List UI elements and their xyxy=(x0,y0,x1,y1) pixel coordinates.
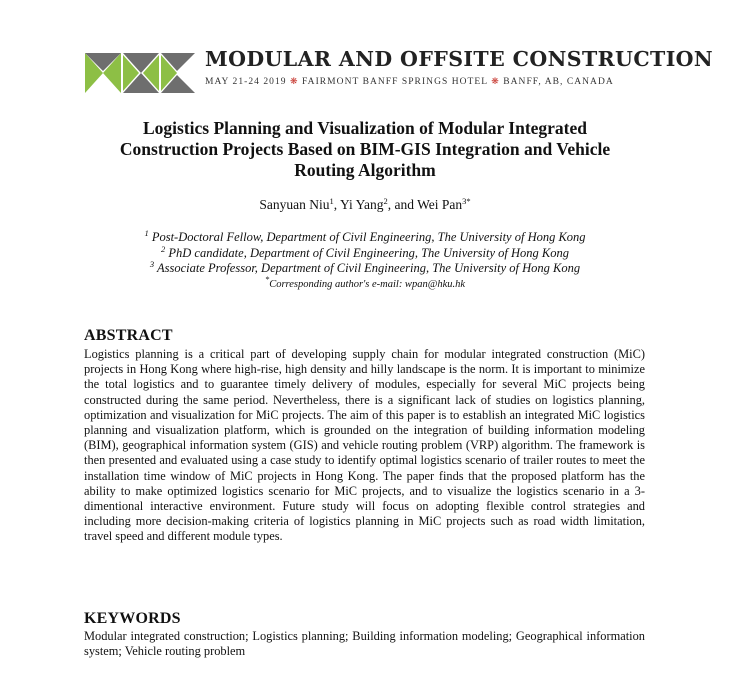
author-mark: 3* xyxy=(462,196,471,206)
author-mark: 2 xyxy=(383,196,388,206)
corresponding-author: *Corresponding author's e-mail: wpan@hku.hk xyxy=(264,273,466,290)
abstract-body: Logistics planning is a critical part of developing supply chain for modular integrated construction (MiC) projects in Hong Kong where high-rise, high density and hilly landscape is the norm. It is important to minimize the total logistics and to guarantee timely delivery of modules, especially for several MiC projects being constructed during the same period. Nevertheless, there is a significant lack of studies on logistics planning, optimization and visualization for MiC projects. The aim of this paper is to establish an integrated MiC logistics planning and visualization platform, which is grounded on the integration of building information modeling (BIM), geographical information system (GIS) and vehicle routing problem (VRP) algorithm. The framework is then presented and evaluated using a case study to identify optimal logistics scenario of trailer routes to meet the installation time window of MiC projects in Hong Kong. The paper finds that the proposed platform has the ability to make optimized logistics scenario for MiC projects, and to visualize the logistics scenario in a 3-dimentional interactive environment. Future study will focus on adopting flexible control strategies and including more decision-making criteria of logistics planning in MiC projects such as road width limitation, travel speed and different module types. xyxy=(84,347,645,544)
conference-venue: FAIRMONT BANFF SPRINGS HOTEL xyxy=(302,77,488,87)
affiliation-line: $^3$ Associate Professor, Department of Civil Engineering, The University of Hong Kong xyxy=(149,259,581,275)
paper-title-line: Routing Algorithm xyxy=(294,160,436,180)
conference-title: MODULAR AND OFFSITE CONSTRUCTION xyxy=(205,47,714,71)
author-name: Sanyuan Niu xyxy=(259,197,330,212)
author-name: Yi Yang xyxy=(339,197,384,212)
keywords-heading: KEYWORDS xyxy=(84,610,181,627)
affiliation-line: $^1$ Post-Doctoral Fellow, Department of Civil Engineering, The University of Hong Kong xyxy=(144,228,586,244)
keywords-body: Modular integrated construction; Logistics planning; Building information modeling; Geographical information system; Vehicle routing problem xyxy=(84,629,645,659)
author-list: Sanyuan Niu$^1$, Yi Yang$^2$, and Wei Pan$^{3*}$ xyxy=(259,196,471,212)
maple-leaf-icon: ❋ xyxy=(491,76,500,86)
paper-title-line: Logistics Planning and Visualization of Modular Integrated xyxy=(142,118,588,138)
author-name: Wei Pan xyxy=(417,197,463,212)
affiliations xyxy=(60,230,670,292)
conference-location: BANFF, AB, CANADA xyxy=(503,77,614,87)
paper-title-line: Construction Projects Based on BIM-GIS Integration and Vehicle xyxy=(119,139,611,159)
moc-logo-icon xyxy=(85,51,195,95)
affiliation-line: $^2$ PhD candidate, Department of Civil Engineering, The University of Hong Kong xyxy=(160,243,570,260)
paper-title xyxy=(60,118,670,181)
author-mark: 1 xyxy=(329,196,334,206)
conference-subtitle xyxy=(205,76,614,87)
conference-date: MAY 21-24 2019 xyxy=(205,77,287,87)
conference-header xyxy=(85,43,714,95)
abstract-heading: ABSTRACT xyxy=(84,327,173,344)
maple-leaf-icon: ❋ xyxy=(290,76,299,86)
